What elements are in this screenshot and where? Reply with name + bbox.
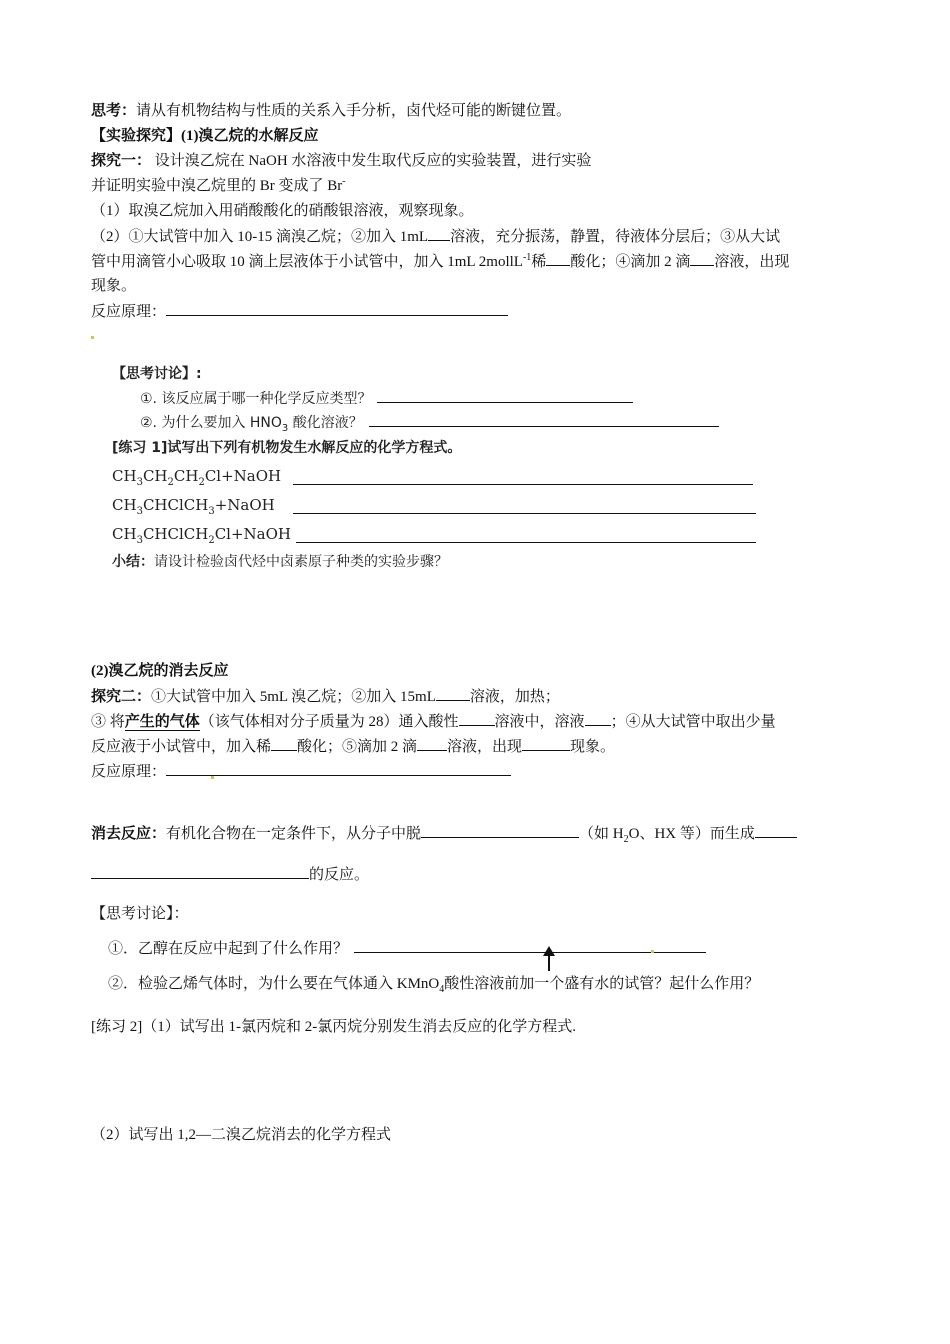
probe2-l2-c: 溶液中，溶液 [494,714,585,730]
discuss2-q1-text: ①．乙醇在反应中起到了什么作用？ [108,941,349,957]
elimination-line2 [91,864,369,885]
probe2-l3-c: 溶液，出现 [447,739,523,755]
eq1-a: CH [112,467,137,485]
probe1-step1: （1）取溴乙烷加入用硝酸酸化的硝酸银溶液，观察现象。 [91,203,474,219]
eq3-a: CH [112,525,137,543]
discuss1-q2-a: ②. 为什么要加入 HNO [140,415,282,431]
arrow-shaft [548,953,550,971]
probe2-line1 [91,686,560,707]
elimination-label: 消去反应： [91,826,167,842]
think-text: 请从有机物结构与性质的关系入手分析，卤代烃可能的断键位置。 [136,103,572,119]
think-label: 思考： [91,103,137,119]
think-line [91,101,571,121]
speck [91,336,94,339]
discuss1-q2-sub: 3 [281,422,289,434]
probe1-line2-text: 并证明实验中溴乙烷里的 Br 变成了 Br [91,178,343,194]
blank-phenomenon-1[interactable] [585,711,611,726]
eq1-s1: 3 [136,477,143,488]
step2-f: 溶液，出现 [714,254,790,270]
blank-solution-3[interactable] [436,686,470,701]
discuss2-q1 [108,938,706,959]
blank-acid-1[interactable] [546,251,570,266]
blank-solution-4[interactable] [459,711,495,726]
elimination-blank-2a[interactable] [755,823,797,838]
discuss1-q1-blank[interactable] [377,388,633,403]
elimination-c: O、HX 等）而生成 [628,826,755,842]
probe2-l2-b: （该气体相对分子质量为 28）通入酸性 [199,714,459,730]
eq2-a: CH [112,496,137,514]
practice2-line2: （2）试写出 1,2—二溴乙烷消去的化学方程式 [91,1127,392,1143]
discuss1-title: 【思考讨论】: [112,366,202,382]
discuss1-q2-blank[interactable] [369,412,719,427]
eq2-s2: 3 [208,506,215,517]
discuss2-q2 [108,974,759,994]
practice2-line1: [练习 2]（1）试写出 1-氯丙烷和 2-氯丙烷分别发生消去反应的化学方程式. [91,1019,576,1035]
probe2-l2-a: ③ 将 [91,714,125,730]
eq3-s2: 2 [208,535,215,546]
eq2-b: CHClCH [142,496,209,514]
step2-c: 管中用滴管小心吸取 10 滴上层液体于小试管中，加入 1mL 2mollL [91,254,523,270]
probe1-step2-line1 [91,226,780,247]
probe1-line1 [91,151,591,171]
blank-acid-2[interactable] [271,736,297,751]
principle-blank-2[interactable] [166,761,511,776]
elimination-a: 有机化合物在一定条件下，从分子中脱 [166,826,422,842]
principle-blank-1[interactable] [166,301,508,316]
blank-solution-5[interactable] [417,736,447,751]
blank-phenomenon-2[interactable] [522,736,570,751]
section1-title: 【实验探究】(1)溴乙烷的水解反应 [91,128,319,144]
blank-solution-1[interactable] [428,226,450,241]
discuss1-q1-text: ①. 该反应属于哪一种化学反应类型？ [140,391,372,407]
eq1-d: Cl+NaOH [204,467,282,485]
eq3-answer-blank[interactable] [296,528,756,543]
discuss2-q2-b: 酸性溶液前加一个盛有水的试管？起什么作用？ [444,976,760,992]
probe2-l3-b: 酸化；⑤滴加 2 滴 [297,739,418,755]
eq1-b: CH [142,467,168,485]
step2-b: 溶液，充分振荡，静置，待液体分层后；③从大试 [450,229,781,245]
discuss1-q2-b: 酸化溶液？ [288,415,363,431]
eq2-s1: 3 [136,506,143,517]
discuss1-q2 [140,412,719,433]
discuss2-title: 【思考讨论】： [91,906,189,922]
section2-title: (2)溴乙烷的消去反应 [91,663,229,679]
elimination-blank-1[interactable] [421,823,579,838]
step2-c-sup: -1 [522,252,532,263]
probe2-line2 [91,711,776,732]
probe2-l3-a: 反应液于小试管中，加入稀 [91,739,272,755]
probe1-label: 探究一： [91,153,152,169]
eq1-answer-blank[interactable] [293,470,753,485]
practice1-title: [练习 1]试写出下列有机物发生水解反应的化学方程式。 [112,440,462,456]
probe1-principle [91,301,508,322]
eq3-s1: 3 [136,535,143,546]
principle-label-2: 反应原理： [91,764,167,780]
speck [211,776,214,779]
discuss1-q1 [140,388,633,409]
probe2-l1-b: 溶液，加热； [469,689,560,705]
summary-label: 小结： [112,554,154,570]
eq3-b: CHClCH [142,525,209,543]
discuss2-q2-sub: 4 [439,984,445,995]
eq1-c: CH [173,467,199,485]
summary-text: 请设计检验卤代烃中卤素原子种类的实验步骤？ [154,554,448,570]
probe2-gas: 产生的气体 [124,714,200,730]
probe1-text: 设计溴乙烷在 NaOH 水溶液中发生取代反应的实验装置，进行实验 [151,153,592,169]
elimination-blank-2b[interactable] [91,864,309,879]
elimination-sub: 2 [623,834,629,845]
elimination-d: 的反应。 [309,867,370,883]
probe1-line2-sup: - [342,176,346,187]
step2-a: （2）①大试管中加入 10-15 滴溴乙烷；②加入 1mL [91,229,429,245]
probe2-principle [91,761,511,782]
probe2-label: 探究二： [91,689,152,705]
principle-label-1: 反应原理： [91,304,167,320]
step2-d: 稀 [531,254,547,270]
probe2-line3 [91,736,615,757]
practice1-eq1 [112,466,281,486]
practice1-eq2 [112,495,275,515]
summary-line [112,552,448,572]
probe1-line2 [91,176,346,196]
probe1-step2-line3: 现象。 [91,278,137,294]
probe1-step2-line2 [91,251,789,272]
practice1-eq3 [112,524,291,544]
eq3-c: Cl+NaOH [214,525,291,543]
eq1-s3: 2 [198,477,205,488]
elimination-line1 [91,823,797,844]
probe2-l1-a: ①大试管中加入 5mL 溴乙烷；②加入 15mL [151,689,436,705]
probe2-l2-d: ；④从大试管中取出少量 [610,714,776,730]
eq2-answer-blank[interactable] [293,499,756,514]
step2-e: 酸化；④滴加 2 滴 [570,254,691,270]
elimination-b: （如 H [579,826,624,842]
eq1-s2: 2 [167,477,174,488]
eq2-c: +NaOH [214,496,275,514]
speck [651,950,654,953]
discuss2-q2-a: ②．检验乙烯气体时，为什么要在气体通入 KMnO [108,976,440,992]
blank-solution-2[interactable] [690,251,714,266]
probe2-l3-d: 现象。 [570,739,616,755]
